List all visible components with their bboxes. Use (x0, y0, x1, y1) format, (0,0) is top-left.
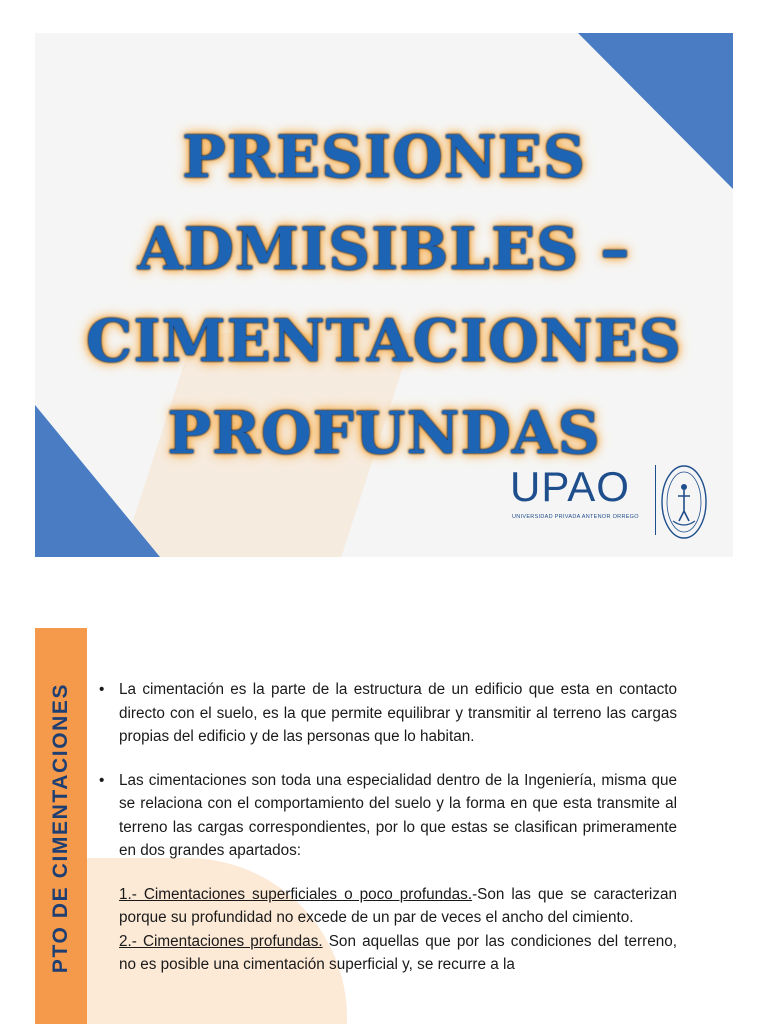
university-seal-icon (660, 463, 708, 541)
slide-title (35, 111, 733, 479)
bullet-definition: • La cimentación es la parte de la estructura de un edificio que esta en contacto directo con el suelo, es la que permite equilibrar y transmitir al terreno las cargas propias del edificio y de las personas que lo habitan. (99, 678, 677, 749)
bullet-classification: • Las cimentaciones son toda una especialidad dentro de la Ingeniería, misma que se relaciona con el comportamiento del suelo y la forma en que esta transmite al terreno las cargas correspondientes, por lo que estas se clasifican primeramente en dos grandes apartados: (99, 769, 677, 863)
title-line-2: ADMISIBLES – (137, 215, 631, 283)
item1-text: -Son las que se caracterizan porque su profundidad no excede de un par de veces el ancho del cimiento. (119, 885, 677, 926)
title-line-3: CIMENTACIONES (86, 307, 682, 375)
title-line-4: PROFUNDAS (167, 399, 601, 467)
title-line-1: PRESIONES (182, 123, 586, 191)
side-title-bar (35, 628, 87, 1024)
item2-heading: 2.- Cimentaciones profundas. (119, 932, 323, 950)
item1-heading: 1.- Cimentaciones superficiales o poco profundas. (119, 885, 473, 903)
logo-wordmark: UPAO (510, 463, 630, 510)
item-shallow-foundations (99, 883, 677, 930)
logo-divider (655, 465, 656, 535)
title-slide (35, 33, 733, 557)
item-deep-foundations (99, 930, 677, 977)
upao-logo (510, 463, 710, 543)
item2-text: Son aquellas que por las condiciones del terreno, no es posible una cimentación superficial y, se recurre a la (119, 932, 677, 973)
side-title: PTO DE CIMENTACIONES (49, 682, 72, 974)
content-body (99, 678, 677, 977)
content-slide (35, 628, 733, 1024)
logo-subtitle: UNIVERSIDAD PRIVADA ANTENOR ORREGO (512, 514, 639, 520)
